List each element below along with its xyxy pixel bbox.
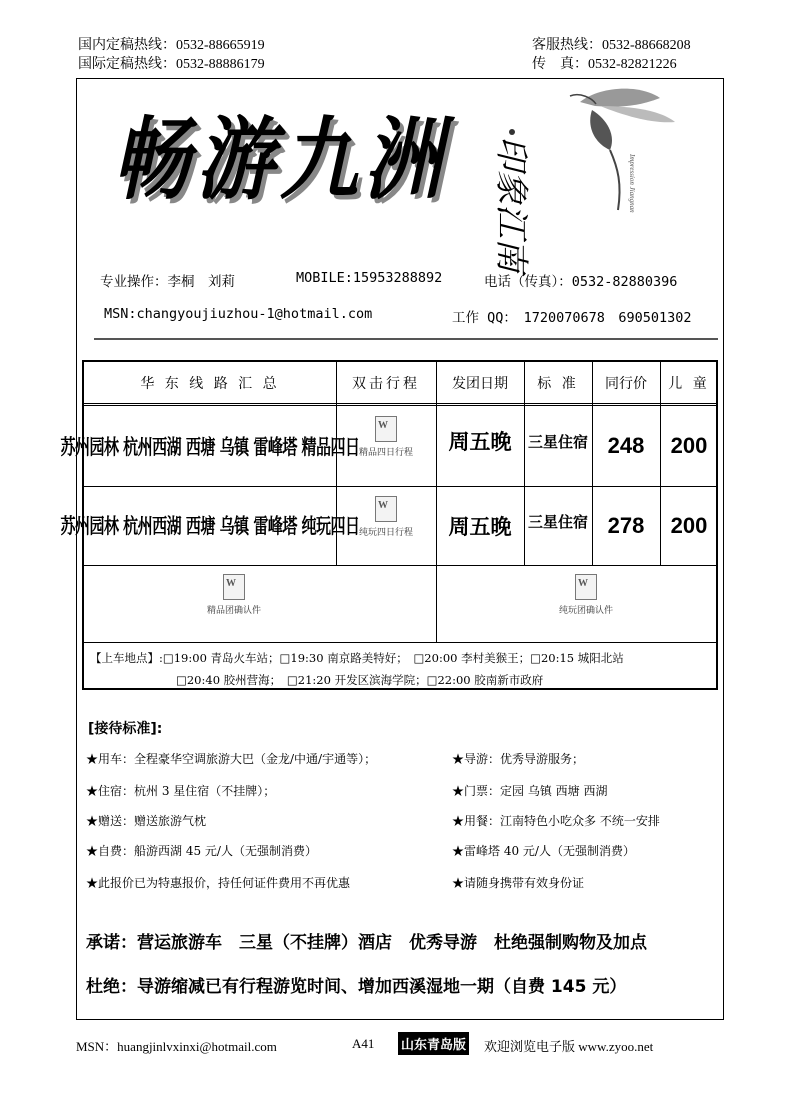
std-right-4: ★雷峰塔 40 元/人（无强制消费） [452,844,635,858]
std-left-2: ★住宿：杭州 3 星住宿（不挂牌）； [86,784,276,798]
boarding-locations-1: 【上车地点】:□19:00 青岛火车站；□19:30 南京路美特好； □20:00 李村美猴王；□20:15 城阳北站 [90,651,624,665]
word-doc-icon: W [223,574,245,600]
header-itinerary: 双击行程 [352,375,420,392]
operators: 专业操作：李桐 刘莉 [100,274,235,290]
word-doc-icon: W [375,496,397,522]
doc-caption: 纯玩四日行程 [358,528,413,538]
table-row [60,486,360,565]
route-table [60,360,718,690]
header-date: 发团日期 [452,375,508,392]
footer-msn[interactable]: MSN：huangjinlvxinxi@hotmail.com [76,1039,277,1054]
header-route: 华 东 线 路 汇 总 [140,375,280,392]
word-doc-icon: W [575,574,597,600]
peer-price: 278 [607,512,645,538]
header-standard: 标 准 [537,375,579,392]
standards-title: [接待标准]: [88,721,163,737]
confirm-doc-premium[interactable] [184,574,284,616]
itinerary-doc-2[interactable] [336,496,436,538]
itinerary-doc-1[interactable] [336,416,436,458]
doc-caption: 精品四日行程 [358,448,413,458]
child-price: 200 [670,433,708,458]
std-right-1: ★导游：优秀导游服务； [452,752,585,766]
divider [94,338,718,340]
table-row [60,406,360,486]
lotus-logo-icon [491,84,690,272]
boarding-locations-2: □20:40 胶州营海； □21:20 开发区滨海学院；□22:00 胶南新市政府 [176,673,544,687]
page-number: A41 [352,1036,375,1051]
logo-text: 印象江南 [491,136,531,272]
standard: 三星住宿 [527,432,588,451]
edition-badge: 山东青岛版 [398,1032,469,1055]
std-left-5: ★此报价已为特惠报价，持任何证件费用不再优惠 [86,876,351,890]
word-doc-icon: W [375,416,397,442]
std-right-2: ★门票：定园 乌镇 西塘 西湖 [452,784,608,798]
doc-caption: 精品团确认件 [206,606,261,616]
service-hotline: 客服热线：0532-88668208 [532,38,691,53]
doc-caption: 纯玩团确认件 [558,606,613,616]
child-price: 200 [670,512,708,538]
domestic-hotline: 国内定稿热线：0532-88665919 [78,38,265,53]
depart-date: 周五晚 [448,430,512,454]
footer-website[interactable]: 欢迎浏览电子版 www.zyoo.net [484,1039,654,1054]
prohibit-line: 杜绝：导游缩减已有行程游览时间、增加西溪湿地一期（自费 145 元） [86,977,627,997]
std-right-5: ★请随身携带有效身份证 [452,876,585,890]
phone-fax: 电话（传真）：0532-82880396 [484,274,678,290]
promise-line: 承诺：营运旅游车 三星（不挂牌）酒店 优秀导游 杜绝强制购物及加点 [86,933,647,953]
table-header [84,362,716,406]
std-left-4: ★自费：船游西湖 45 元/人（无强制消费） [86,844,317,858]
std-left-3: ★赠送：赠送旅游气枕 [86,814,207,828]
peer-price: 248 [607,433,645,458]
logo-subtitle: Impression Jiangnan [628,154,636,213]
header-price: 同行价 [605,375,647,392]
mobile-number: MOBILE:15953288892 [296,270,443,286]
msn-contact[interactable]: MSN:changyoujiuzhou-1@hotmail.com [104,306,373,322]
fax-number: 传 真：0532-82821226 [532,57,677,72]
std-right-3: ★用餐：江南特色小吃众多 不统一安排 [452,814,660,828]
brand-title: 畅游九洲 [112,108,449,213]
intl-hotline: 国际定稿热线：0532-88886179 [78,57,265,72]
standard: 三星住宿 [527,512,588,531]
work-qq: 工作 QQ： 1720070678 690501302 [452,310,692,326]
confirm-doc-pure[interactable] [536,574,636,616]
route-name: 苏州园林 杭州西湖 西塘 乌镇 雷峰塔 纯玩四日 [60,514,360,539]
std-left-1: ★用车：全程豪华空调旅游大巴（金龙/中通/宇通等）； [86,752,377,766]
route-name: 苏州园林 杭州西湖 西塘 乌镇 雷峰塔 精品四日 [60,434,360,459]
header-child: 儿 童 [668,375,710,392]
depart-date: 周五晚 [448,514,512,539]
